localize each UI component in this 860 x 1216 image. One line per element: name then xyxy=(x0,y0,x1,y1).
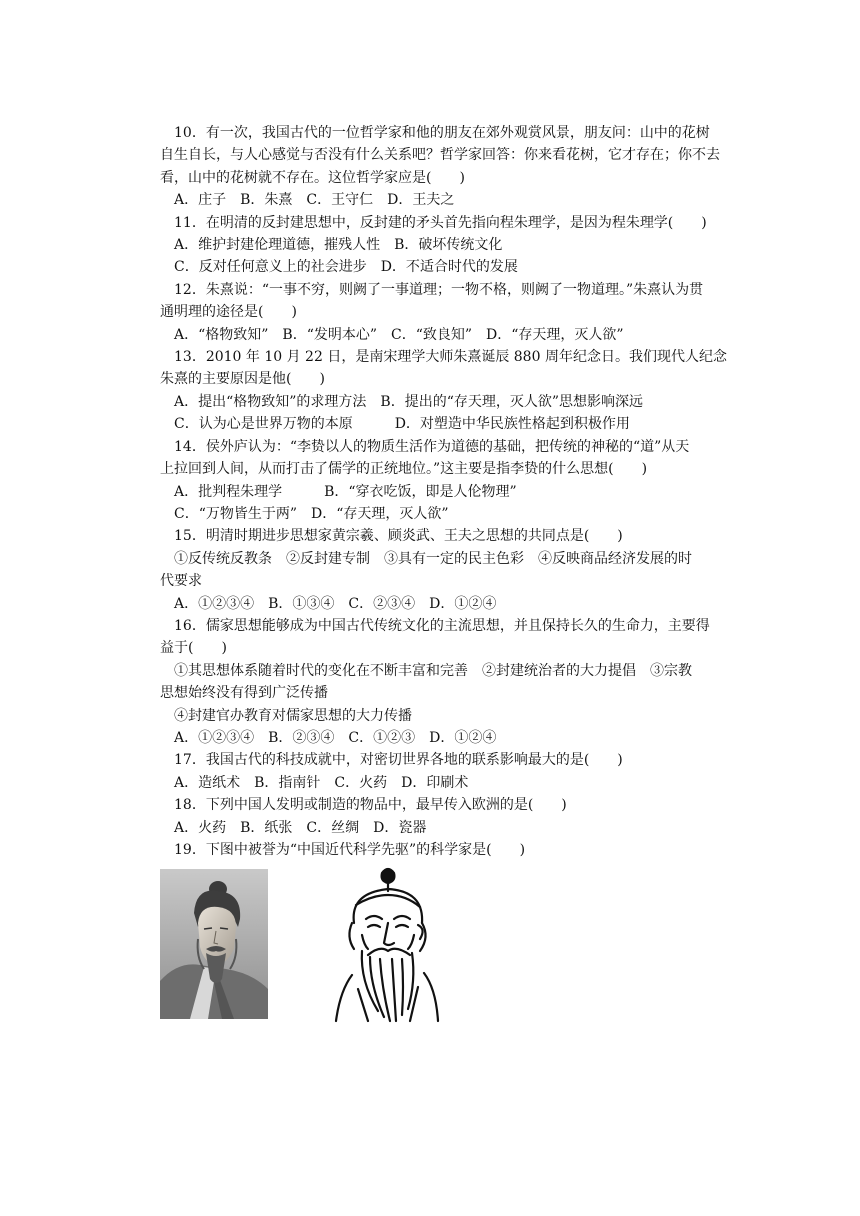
question-12-options: A．“格物致知” B．“发明本心” C．“致良知” D．“存天理，灭人欲” xyxy=(174,326,624,343)
question-10-stem-line-3: 看，山中的花树就不存在。这位哲学家应是( ) xyxy=(160,169,465,186)
question-16-items-line-3: ④封建官办教育对儒家思想的大力传播 xyxy=(174,707,412,724)
question-11 xyxy=(160,212,732,279)
question-list xyxy=(160,122,732,1025)
question-16-stem-line-1: 16．儒家思想能够成为中国古代传统文化的主流思想，并且保持长久的生命力，主要得 xyxy=(174,617,710,634)
question-13-stem-line-2: 朱熹的主要原因是他( ) xyxy=(160,371,325,388)
question-14 xyxy=(160,436,732,526)
question-10-stem-line-1: 10．有一次，我国古代的一位哲学家和他的朋友在郊外观赏风景，朋友问：山中的花树 xyxy=(174,125,710,141)
question-11-options-line-2: C．反对任何意义上的社会进步 D．不适合时代的发展 xyxy=(174,259,518,276)
question-16-options: A．①②③④ B．②③④ C．①②③ D．①②④ xyxy=(174,729,497,746)
question-16 xyxy=(160,615,732,749)
question-18-options: A．火药 B．纸张 C．丝绸 D．瓷器 xyxy=(174,819,427,836)
question-17-options: A．造纸术 B．指南针 C．火药 D．印刷术 xyxy=(174,774,469,791)
question-14-stem-line-2: 上拉回到人间，从而打击了儒学的正统地位。”这主要是指李贽的什么思想( ) xyxy=(160,461,648,478)
question-18-stem-line-1: 18．下列中国人发明或制造的物品中，最早传入欧洲的是( ) xyxy=(174,797,567,814)
question-16-stem-line-2: 益于( ) xyxy=(160,640,227,657)
question-15-items-line-2: 代要求 xyxy=(160,573,202,590)
question-12-stem-line-2: 通明理的途径是( ) xyxy=(160,304,297,321)
question-13-options-line-1: A．提出“格物致知”的求理方法 B．提出的“存天理，灭人欲”思想影响深远 xyxy=(174,393,644,410)
question-10 xyxy=(160,122,732,212)
question-19 xyxy=(160,839,732,861)
question-11-options-line-1: A．维护封建伦理道德，摧残人性 B．破坏传统文化 xyxy=(174,237,503,254)
question-15-options: A．①②③④ B．①③④ C．②③④ D．①②④ xyxy=(174,595,497,612)
question-14-options-line-2: C．“万物皆生于两” D．“存天理，灭人欲” xyxy=(174,505,449,522)
question-13-stem-line-1: 13．2010 年 10 月 22 日，是南宋理学大师朱熹诞辰 880 周年纪念日。我们现代人纪念 xyxy=(174,349,727,366)
question-18 xyxy=(160,794,732,839)
question-15-stem-line-1: 15．明清时期进步思想家黄宗羲、顾炎武、王夫之思想的共同点是( ) xyxy=(174,528,623,545)
question-13-options-line-2: C．认为心是世界万物的本原 D．对塑造中华民族性格起到积极作用 xyxy=(174,416,630,433)
question-15 xyxy=(160,525,732,615)
question-15-items-line-1: ①反传统反教条 ②反封建专制 ③具有一定的民主色彩 ④反映商品经济发展的时 xyxy=(174,550,692,567)
question-14-stem-line-1: 14．侯外庐认为：“李贽以人的物质生活作为道德的基础，把传统的神秘的“道”从天 xyxy=(174,438,690,455)
question-16-items-line-2: 思想始终没有得到广泛传播 xyxy=(160,685,328,702)
question-11-stem-line-1: 11．在明清的反封建思想中，反封建的矛头首先指向程朱理学，是因为程朱理学( ) xyxy=(174,214,707,231)
portrait-1-image xyxy=(160,869,268,1019)
question-10-stem-line-2: 自生自长，与人心感觉与否没有什么关系吧？哲学家回答：你来看花树，它才存在；你不去 xyxy=(160,147,720,164)
question-17-stem-line-1: 17．我国古代的科技成就中，对密切世界各地的联系影响最大的是( ) xyxy=(174,752,623,769)
question-16-items-line-1: ①其思想体系随着时代的变化在不断丰富和完善 ②封建统治者的大力提倡 ③宗教 xyxy=(174,662,692,679)
question-14-options-line-1: A．批判程朱理学 B．“穿衣吃饭，即是人伦物理” xyxy=(174,483,517,500)
question-10-options: A．庄子 B．朱熹 C．王守仁 D．王夫之 xyxy=(174,192,455,209)
question-12 xyxy=(160,279,732,346)
question-13 xyxy=(160,346,732,436)
question-12-stem-line-1: 12．朱熹说：“一事不穷，则阙了一事道理；一物不格，则阙了一物道理。”朱熹认为贯 xyxy=(174,281,704,298)
question-19-figures xyxy=(160,865,732,1025)
question-17 xyxy=(160,749,732,794)
portrait-2-image xyxy=(332,865,442,1025)
question-19-stem-line-1: 19．下图中被誉为“中国近代科学先驱”的科学家是( ) xyxy=(174,842,526,858)
